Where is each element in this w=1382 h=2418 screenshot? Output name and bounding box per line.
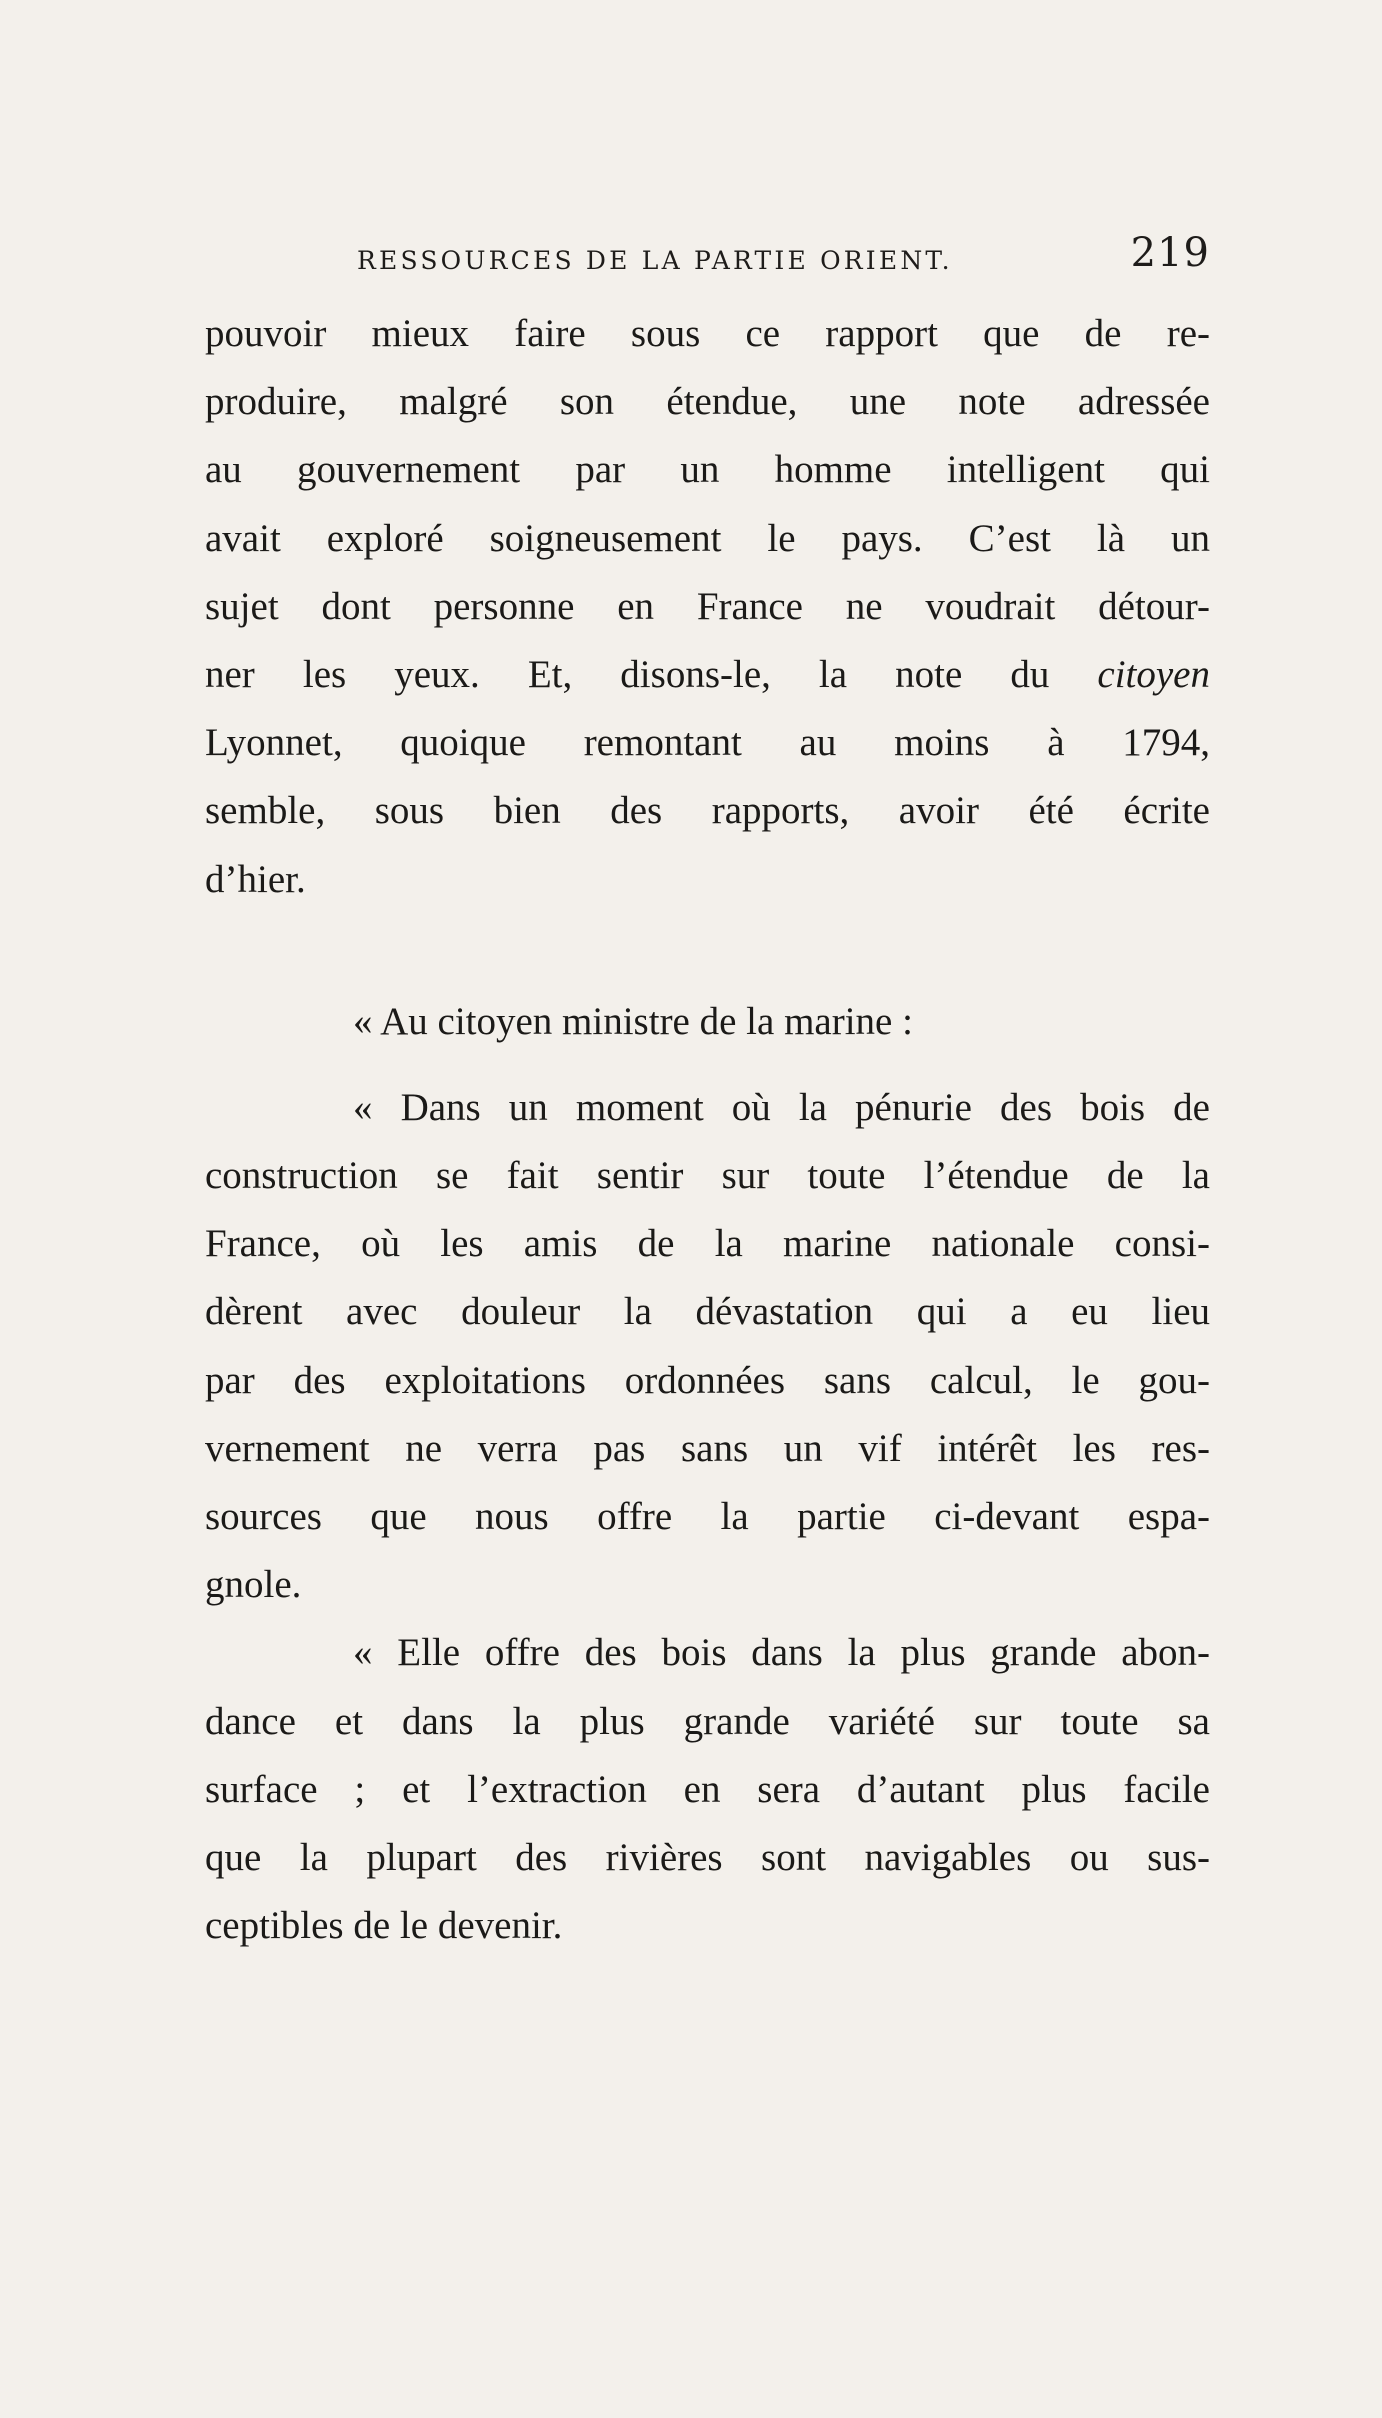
italic-word: citoyen	[1097, 652, 1210, 696]
text-line: gnole.	[205, 1563, 302, 1607]
text-line: dance et dans la plus grande variété sur toute sa	[205, 1699, 1210, 1743]
text-line: ner les yeux. Et, disons-le, la note du citoyen	[205, 652, 1210, 696]
body-text	[205, 300, 1210, 1960]
paragraph-letter-1	[205, 1074, 1210, 1620]
text-line: « Dans un moment où la pénurie des bois de	[353, 1085, 1210, 1129]
salutation: « Au citoyen ministre de la marine :	[353, 999, 913, 1043]
text-line: Lyonnet, quoique remontant au moins à 1794,	[205, 721, 1210, 765]
paragraph-letter-2	[205, 1619, 1210, 1960]
text-line: sujet dont personne en France ne voudrait détour-	[205, 584, 1210, 628]
text-line: France, où les amis de la marine nationale consi-	[205, 1222, 1210, 1266]
page-number: 219	[1130, 230, 1210, 276]
text-line: « Elle offre des bois dans la plus grande abon-	[353, 1631, 1210, 1675]
text-line: construction se fait sentir sur toute l’étendue de la	[205, 1154, 1210, 1198]
page-header	[205, 228, 1210, 288]
text-line: par des exploitations ordonnées sans calcul, le gou-	[205, 1358, 1210, 1402]
text-line: surface ; et l’extraction en sera d’autant plus facile	[205, 1767, 1210, 1811]
paragraph-intro	[205, 300, 1210, 914]
text-line: pouvoir mieux faire sous ce rapport que de re-	[205, 312, 1210, 355]
text-line: au gouvernement par un homme intelligent qui	[205, 448, 1210, 492]
running-head: RESSOURCES DE LA PARTIE ORIENT.	[357, 246, 953, 275]
text-line: avait exploré soigneusement le pays. C’est là un	[205, 516, 1210, 560]
text-line: semble, sous bien des rapports, avoir été écrite	[205, 789, 1210, 833]
text-line: ceptibles de le devenir.	[205, 1904, 563, 1948]
text-line: que la plupart des rivières sont navigables ou sus-	[205, 1835, 1210, 1879]
text-line: d’hier.	[205, 857, 306, 901]
text-line: dèrent avec douleur la dévastation qui a eu lieu	[205, 1290, 1210, 1334]
text-line: sources que nous offre la partie ci-devant espa-	[205, 1495, 1210, 1538]
text-line: produire, malgré son étendue, une note adressée	[205, 380, 1210, 424]
text-line: vernement ne verra pas sans un vif intérêt les res-	[205, 1426, 1210, 1470]
